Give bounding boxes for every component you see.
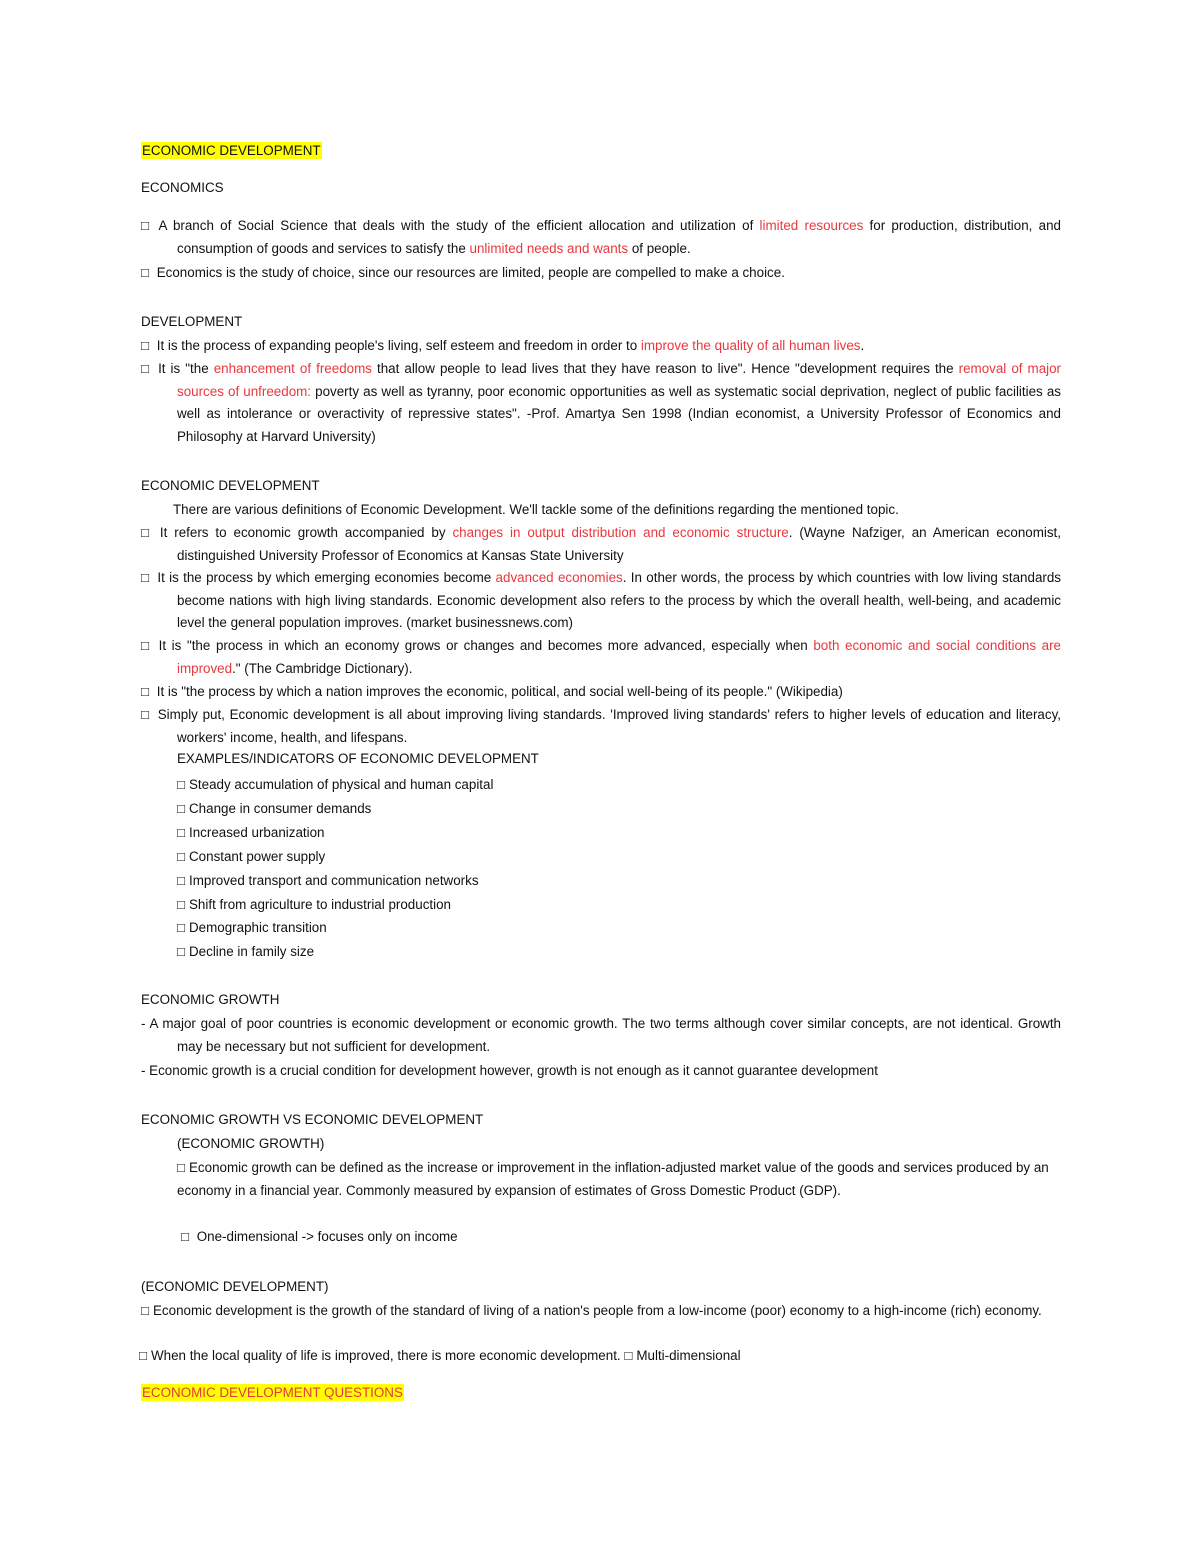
bullet-glyph-icon: □ <box>141 638 150 653</box>
examples-list <box>177 773 877 964</box>
questions-title: ECONOMIC DEVELOPMENT QUESTIONS <box>142 1385 403 1400</box>
example-item: □ Constant power supply <box>177 845 877 869</box>
bullet-glyph-icon: □ <box>181 1229 190 1244</box>
bullet-glyph-icon: □ <box>141 525 150 540</box>
bullet-glyph-icon: □ <box>624 1348 633 1363</box>
example-item: □ Steady accumulation of physical and human capital <box>177 773 877 797</box>
example-item: □ Demographic transition <box>177 916 877 940</box>
bullet-glyph-icon: □ <box>141 265 150 280</box>
subheading-economic-growth: (ECONOMIC GROWTH) <box>177 1136 325 1151</box>
bullet-glyph-icon: □ <box>141 707 150 722</box>
bullet-glyph-icon: □ <box>141 1303 150 1318</box>
heading-economic-growth: ECONOMIC GROWTH <box>141 992 280 1007</box>
econdev-bullet-5: □ Simply put, Economic development is all about improving living standards. 'Improved living standards' refers to higher levels of education and literacy, workers' income, health, and lifespans. <box>141 704 1061 749</box>
bullet-glyph-icon: □ <box>177 944 186 960</box>
examples-heading: EXAMPLES/INDICATORS OF ECONOMIC DEVELOPMENT <box>177 751 539 766</box>
econdev-bullet-1: □ It refers to economic growth accompanied by changes in output distribution and economic structure. (Wayne Nafziger, an American economist, distinguished University Professor of Economics at Kansas State University <box>141 522 1061 567</box>
bullet-glyph-icon: □ <box>177 1160 186 1175</box>
bullet-glyph-icon: □ <box>177 872 186 888</box>
bullet-glyph-icon: □ <box>177 848 186 864</box>
development-bullet-1: □ It is the process of expanding people's living, self esteem and freedom in order to improve the quality of all human lives. <box>141 335 1061 358</box>
econdev-intro: There are various definitions of Economic Development. We'll tackle some of the definitions regarding the mentioned topic. <box>173 502 899 517</box>
growth-dash-1: - A major goal of poor countries is economic development or economic growth. The two terms although cover similar concepts, are not identical. Growth may be necessary but not sufficient for development. <box>141 1016 1061 1054</box>
development-bullet-2: □ It is "the enhancement of freedoms that allow people to lead lives that they have reason to live". Hence "development requires the removal of major sources of unfreedom: poverty as well as tyranny, poor economic opportunities as well as systematic social deprivation, neglect of public facilities as well as intolerance or overactivity of repressive states". -Prof. Amartya Sen 1998 (Indian economist, a University Professor of Economics and Philosophy at Harvard University) <box>141 358 1061 448</box>
bullet-glyph-icon: □ <box>177 777 186 792</box>
bullet-glyph-icon: □ <box>141 570 150 585</box>
growth-dash-2: - Economic growth is a crucial condition for development however, growth is not enough as it cannot guarantee development <box>141 1063 878 1078</box>
vs-growth-bullet-2: □ One-dimensional -> focuses only on income <box>181 1226 1101 1249</box>
heading-economic-development: ECONOMIC DEVELOPMENT <box>141 478 320 493</box>
economics-bullet-1: □ A branch of Social Science that deals with the study of the efficient allocation and utilization of limited resources for production, distribution, and consumption of goods and services to satisfy the unlimited needs and wants of people. <box>141 215 1061 260</box>
example-item: □ Change in consumer demands <box>177 797 877 821</box>
example-item: □ Increased urbanization <box>177 821 877 845</box>
bullet-glyph-icon: □ <box>141 684 150 699</box>
econdev-bullet-3: □ It is "the process in which an economy grows or changes and becomes more advanced, especially when both economic and social conditions are improved." (The Cambridge Dictionary). <box>141 635 1061 680</box>
vs-development-bullet-2: □ When the local quality of life is improved, there is more economic development. □ Multi-dimensional <box>139 1345 1059 1368</box>
bullet-glyph-icon: □ <box>141 338 150 353</box>
example-item: □ Shift from agriculture to industrial production <box>177 893 877 917</box>
heading-economics: ECONOMICS <box>141 180 224 195</box>
economics-bullet-2: □ Economics is the study of choice, since our resources are limited, people are compelled to make a choice. <box>141 262 1061 285</box>
vs-development-bullet-1: □ Economic development is the growth of the standard of living of a nation's people from a low-income (poor) economy to a high-income (rich) economy. <box>141 1300 1061 1323</box>
vs-growth-bullet-1: □ Economic growth can be defined as the increase or improvement in the inflation-adjusted market value of the goods and services produced by an economy in a financial year. Commonly measured by expansion of estimates of Gross Domestic Product (GDP). <box>177 1157 1057 1202</box>
econdev-bullet-2: □ It is the process by which emerging economies become advanced economies. In other words, the process by which countries with low living standards become nations with high living standards. Economic development also refers to the process by which the overall health, well-being, and academic level the general population improves. (market businessnews.com) <box>141 567 1061 635</box>
bullet-glyph-icon: □ <box>177 824 186 840</box>
bullet-glyph-icon: □ <box>177 920 186 936</box>
example-item: □ Improved transport and communication networks <box>177 869 877 893</box>
bullet-glyph-icon: □ <box>177 896 186 912</box>
econdev-bullet-4: □ It is "the process by which a nation improves the economic, political, and social well-being of its people." (Wikipedia) <box>141 681 1061 704</box>
bullet-glyph-icon: □ <box>177 800 186 816</box>
subheading-economic-development: (ECONOMIC DEVELOPMENT) <box>141 1279 329 1294</box>
bullet-glyph-icon: □ <box>141 218 150 233</box>
example-item: □ Decline in family size <box>177 940 877 964</box>
doc-title: ECONOMIC DEVELOPMENT <box>142 143 321 158</box>
heading-growth-vs-development: ECONOMIC GROWTH VS ECONOMIC DEVELOPMENT <box>141 1112 484 1127</box>
bullet-glyph-icon: □ <box>141 361 150 376</box>
bullet-glyph-icon: □ <box>139 1348 148 1363</box>
heading-development: DEVELOPMENT <box>141 314 243 329</box>
